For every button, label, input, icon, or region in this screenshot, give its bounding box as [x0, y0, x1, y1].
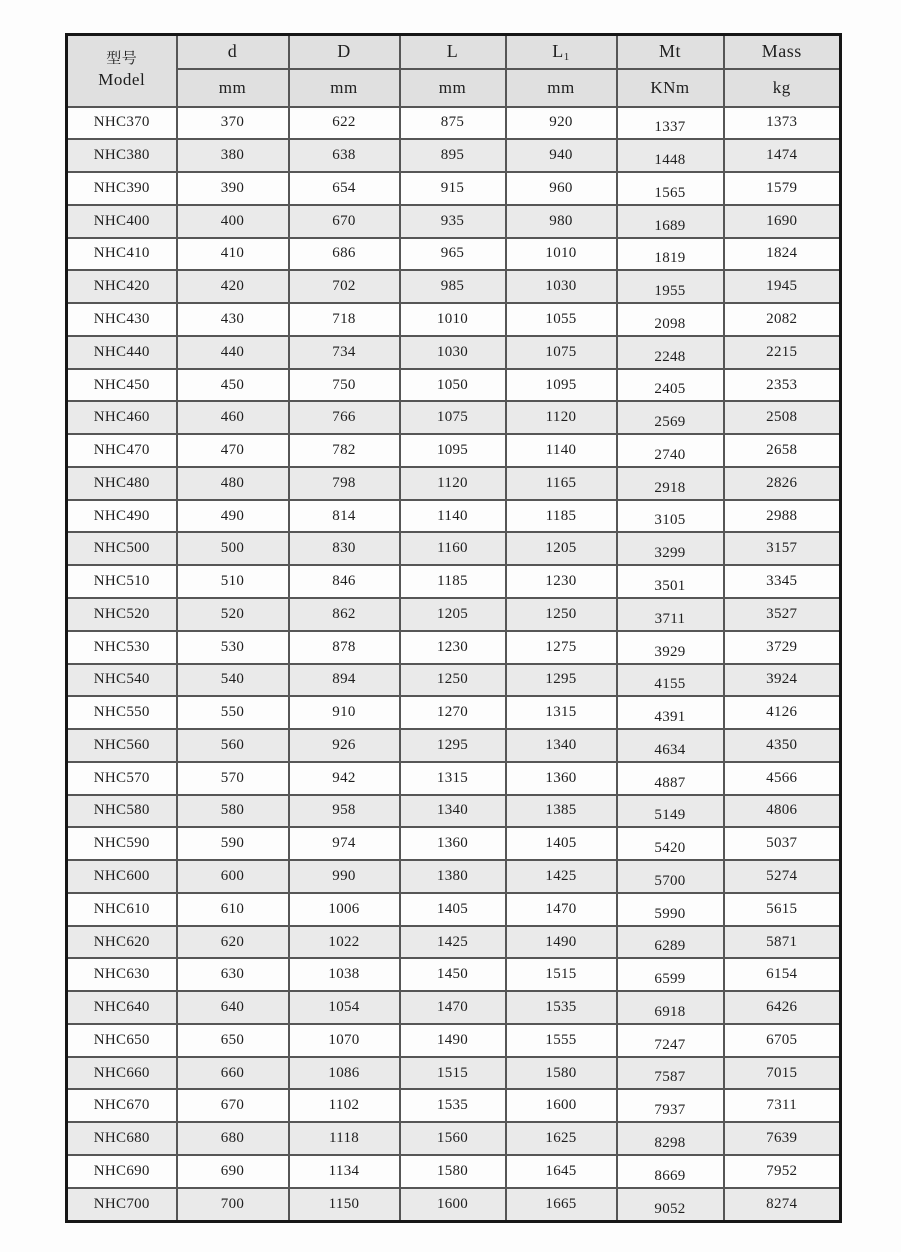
cell-NHC590-Mass: 5037	[724, 827, 841, 860]
cell-NHC630-model: NHC630	[67, 958, 177, 991]
cell-NHC370-Mass: 1373	[724, 107, 841, 140]
cell-NHC480-D: 798	[289, 467, 400, 500]
cell-NHC480-d: 480	[177, 467, 289, 500]
cell-NHC650-D: 1070	[289, 1024, 400, 1057]
cell-NHC670-Mt: 7937	[617, 1089, 724, 1122]
table-row-NHC430	[67, 303, 841, 336]
cell-NHC640-model: NHC640	[67, 991, 177, 1024]
cell-NHC580-L1: 1385	[506, 795, 617, 828]
table-row-NHC690	[67, 1155, 841, 1188]
cell-NHC670-model: NHC670	[67, 1089, 177, 1122]
cell-NHC620-model: NHC620	[67, 926, 177, 959]
cell-NHC450-D: 750	[289, 369, 400, 402]
table-row-NHC470	[67, 434, 841, 467]
table-row-NHC480	[67, 467, 841, 500]
cell-NHC620-L: 1425	[400, 926, 506, 959]
cell-NHC470-Mass: 2658	[724, 434, 841, 467]
cell-NHC480-Mass: 2826	[724, 467, 841, 500]
cell-NHC510-L1: 1230	[506, 565, 617, 598]
cell-NHC450-Mass: 2353	[724, 369, 841, 402]
cell-NHC600-D: 990	[289, 860, 400, 893]
cell-NHC370-model: NHC370	[67, 107, 177, 140]
col-unit-Mass: kg	[724, 69, 841, 107]
cell-NHC500-D: 830	[289, 532, 400, 565]
cell-NHC580-Mass: 4806	[724, 795, 841, 828]
cell-NHC660-L1: 1580	[506, 1057, 617, 1090]
cell-NHC550-L1: 1315	[506, 696, 617, 729]
cell-NHC660-D: 1086	[289, 1057, 400, 1090]
cell-NHC560-L: 1295	[400, 729, 506, 762]
cell-NHC650-model: NHC650	[67, 1024, 177, 1057]
cell-NHC690-Mt: 8669	[617, 1155, 724, 1188]
cell-NHC430-Mass: 2082	[724, 303, 841, 336]
cell-NHC470-L1: 1140	[506, 434, 617, 467]
col-unit-d: mm	[177, 69, 289, 107]
cell-NHC380-L: 895	[400, 139, 506, 172]
cell-NHC670-d: 670	[177, 1089, 289, 1122]
cell-NHC620-L1: 1490	[506, 926, 617, 959]
col-header-Mass: Mass	[724, 35, 841, 69]
cell-NHC630-Mt: 6599	[617, 958, 724, 991]
cell-NHC570-L: 1315	[400, 762, 506, 795]
cell-NHC610-Mass: 5615	[724, 893, 841, 926]
col-unit-D: mm	[289, 69, 400, 107]
cell-NHC540-Mass: 3924	[724, 664, 841, 697]
cell-NHC450-Mt: 2405	[617, 369, 724, 402]
cell-NHC420-D: 702	[289, 270, 400, 303]
cell-NHC380-Mt: 1448	[617, 139, 724, 172]
cell-NHC550-model: NHC550	[67, 696, 177, 729]
cell-NHC630-Mass: 6154	[724, 958, 841, 991]
cell-NHC600-d: 600	[177, 860, 289, 893]
cell-NHC670-D: 1102	[289, 1089, 400, 1122]
table-row-NHC410	[67, 238, 841, 271]
table-row-NHC700	[67, 1188, 841, 1222]
cell-NHC610-model: NHC610	[67, 893, 177, 926]
col-header-L: L	[400, 35, 506, 69]
cell-NHC390-d: 390	[177, 172, 289, 205]
cell-NHC490-L: 1140	[400, 500, 506, 533]
cell-NHC640-Mt: 6918	[617, 991, 724, 1024]
cell-NHC510-Mt: 3501	[617, 565, 724, 598]
cell-NHC560-Mt: 4634	[617, 729, 724, 762]
cell-NHC590-d: 590	[177, 827, 289, 860]
cell-NHC510-D: 846	[289, 565, 400, 598]
cell-NHC540-L1: 1295	[506, 664, 617, 697]
cell-NHC540-model: NHC540	[67, 664, 177, 697]
cell-NHC550-L: 1270	[400, 696, 506, 729]
cell-NHC420-L1: 1030	[506, 270, 617, 303]
cell-NHC610-Mt: 5990	[617, 893, 724, 926]
cell-NHC640-L1: 1535	[506, 991, 617, 1024]
cell-NHC490-d: 490	[177, 500, 289, 533]
cell-NHC610-d: 610	[177, 893, 289, 926]
cell-NHC460-L1: 1120	[506, 401, 617, 434]
cell-NHC470-D: 782	[289, 434, 400, 467]
cell-NHC690-d: 690	[177, 1155, 289, 1188]
cell-NHC610-L1: 1470	[506, 893, 617, 926]
table-row-NHC570	[67, 762, 841, 795]
cell-NHC410-D: 686	[289, 238, 400, 271]
cell-NHC660-L: 1515	[400, 1057, 506, 1090]
cell-NHC520-L1: 1250	[506, 598, 617, 631]
cell-NHC590-Mt: 5420	[617, 827, 724, 860]
cell-NHC590-D: 974	[289, 827, 400, 860]
cell-NHC390-Mass: 1579	[724, 172, 841, 205]
cell-NHC690-L1: 1645	[506, 1155, 617, 1188]
cell-NHC570-d: 570	[177, 762, 289, 795]
cell-NHC470-Mt: 2740	[617, 434, 724, 467]
table-row-NHC680	[67, 1122, 841, 1155]
cell-NHC690-Mass: 7952	[724, 1155, 841, 1188]
model-header-en: Model	[98, 70, 146, 90]
cell-NHC530-model: NHC530	[67, 631, 177, 664]
cell-NHC580-model: NHC580	[67, 795, 177, 828]
cell-NHC510-Mass: 3345	[724, 565, 841, 598]
cell-NHC530-D: 878	[289, 631, 400, 664]
cell-NHC400-d: 400	[177, 205, 289, 238]
table-row-NHC510	[67, 565, 841, 598]
cell-NHC530-L: 1230	[400, 631, 506, 664]
cell-NHC420-d: 420	[177, 270, 289, 303]
cell-NHC480-model: NHC480	[67, 467, 177, 500]
cell-NHC680-Mt: 8298	[617, 1122, 724, 1155]
cell-NHC430-Mt: 2098	[617, 303, 724, 336]
cell-NHC520-d: 520	[177, 598, 289, 631]
cell-NHC500-L: 1160	[400, 532, 506, 565]
cell-NHC690-D: 1134	[289, 1155, 400, 1188]
cell-NHC420-Mass: 1945	[724, 270, 841, 303]
cell-NHC390-model: NHC390	[67, 172, 177, 205]
table-row-NHC660	[67, 1057, 841, 1090]
header-row-labels	[67, 35, 841, 69]
cell-NHC550-d: 550	[177, 696, 289, 729]
cell-NHC530-Mass: 3729	[724, 631, 841, 664]
cell-NHC640-Mass: 6426	[724, 991, 841, 1024]
cell-NHC650-L: 1490	[400, 1024, 506, 1057]
cell-NHC680-Mass: 7639	[724, 1122, 841, 1155]
col-header-D: D	[289, 35, 400, 69]
cell-NHC670-L: 1535	[400, 1089, 506, 1122]
cell-NHC420-Mt: 1955	[617, 270, 724, 303]
cell-NHC700-d: 700	[177, 1188, 289, 1222]
cell-NHC700-Mass: 8274	[724, 1188, 841, 1222]
cell-NHC560-d: 560	[177, 729, 289, 762]
cell-NHC370-d: 370	[177, 107, 289, 140]
spec-table	[65, 33, 842, 1223]
cell-NHC530-L1: 1275	[506, 631, 617, 664]
cell-NHC650-L1: 1555	[506, 1024, 617, 1057]
cell-NHC460-Mt: 2569	[617, 401, 724, 434]
cell-NHC450-L: 1050	[400, 369, 506, 402]
cell-NHC670-Mass: 7311	[724, 1089, 841, 1122]
cell-NHC440-L: 1030	[400, 336, 506, 369]
cell-NHC680-model: NHC680	[67, 1122, 177, 1155]
model-header-cn: 型号	[106, 51, 138, 68]
cell-NHC480-L: 1120	[400, 467, 506, 500]
table-row-NHC650	[67, 1024, 841, 1057]
table-row-NHC590	[67, 827, 841, 860]
cell-NHC650-Mt: 7247	[617, 1024, 724, 1057]
cell-NHC540-D: 894	[289, 664, 400, 697]
cell-NHC380-model: NHC380	[67, 139, 177, 172]
cell-NHC570-model: NHC570	[67, 762, 177, 795]
cell-NHC440-d: 440	[177, 336, 289, 369]
cell-NHC520-L: 1205	[400, 598, 506, 631]
cell-NHC690-model: NHC690	[67, 1155, 177, 1188]
cell-NHC370-L1: 920	[506, 107, 617, 140]
cell-NHC660-model: NHC660	[67, 1057, 177, 1090]
table-row-NHC500	[67, 532, 841, 565]
cell-NHC410-model: NHC410	[67, 238, 177, 271]
cell-NHC480-Mt: 2918	[617, 467, 724, 500]
cell-NHC450-d: 450	[177, 369, 289, 402]
cell-NHC690-L: 1580	[400, 1155, 506, 1188]
cell-NHC440-Mt: 2248	[617, 336, 724, 369]
cell-NHC600-model: NHC600	[67, 860, 177, 893]
cell-NHC590-model: NHC590	[67, 827, 177, 860]
cell-NHC660-Mt: 7587	[617, 1057, 724, 1090]
table-row-NHC670	[67, 1089, 841, 1122]
cell-NHC400-D: 670	[289, 205, 400, 238]
cell-NHC520-Mass: 3527	[724, 598, 841, 631]
cell-NHC530-Mt: 3929	[617, 631, 724, 664]
cell-NHC500-Mt: 3299	[617, 532, 724, 565]
cell-NHC660-Mass: 7015	[724, 1057, 841, 1090]
cell-NHC530-d: 530	[177, 631, 289, 664]
cell-NHC400-L: 935	[400, 205, 506, 238]
cell-NHC490-L1: 1185	[506, 500, 617, 533]
cell-NHC680-L: 1560	[400, 1122, 506, 1155]
cell-NHC490-Mass: 2988	[724, 500, 841, 533]
cell-NHC560-D: 926	[289, 729, 400, 762]
cell-NHC650-d: 650	[177, 1024, 289, 1057]
cell-NHC540-Mt: 4155	[617, 664, 724, 697]
cell-NHC460-model: NHC460	[67, 401, 177, 434]
cell-NHC430-model: NHC430	[67, 303, 177, 336]
cell-NHC520-model: NHC520	[67, 598, 177, 631]
cell-NHC590-L1: 1405	[506, 827, 617, 860]
cell-NHC640-D: 1054	[289, 991, 400, 1024]
table-row-NHC540	[67, 664, 841, 697]
table-row-NHC450	[67, 369, 841, 402]
cell-NHC440-L1: 1075	[506, 336, 617, 369]
cell-NHC560-model: NHC560	[67, 729, 177, 762]
table-row-NHC520	[67, 598, 841, 631]
cell-NHC460-d: 460	[177, 401, 289, 434]
cell-NHC480-L1: 1165	[506, 467, 617, 500]
header-row-units	[67, 69, 841, 107]
cell-NHC550-D: 910	[289, 696, 400, 729]
cell-NHC610-L: 1405	[400, 893, 506, 926]
cell-NHC640-L: 1470	[400, 991, 506, 1024]
cell-NHC440-D: 734	[289, 336, 400, 369]
table-header	[67, 35, 841, 107]
cell-NHC680-L1: 1625	[506, 1122, 617, 1155]
cell-NHC490-D: 814	[289, 500, 400, 533]
model-column-header	[67, 35, 177, 107]
table-row-NHC640	[67, 991, 841, 1024]
cell-NHC390-L: 915	[400, 172, 506, 205]
cell-NHC470-model: NHC470	[67, 434, 177, 467]
cell-NHC590-L: 1360	[400, 827, 506, 860]
cell-NHC680-D: 1118	[289, 1122, 400, 1155]
cell-NHC410-L: 965	[400, 238, 506, 271]
cell-NHC640-d: 640	[177, 991, 289, 1024]
cell-NHC490-model: NHC490	[67, 500, 177, 533]
table-row-NHC490	[67, 500, 841, 533]
cell-NHC390-L1: 960	[506, 172, 617, 205]
cell-NHC550-Mass: 4126	[724, 696, 841, 729]
cell-NHC600-L1: 1425	[506, 860, 617, 893]
cell-NHC660-d: 660	[177, 1057, 289, 1090]
cell-NHC500-model: NHC500	[67, 532, 177, 565]
cell-NHC580-d: 580	[177, 795, 289, 828]
cell-NHC600-Mt: 5700	[617, 860, 724, 893]
cell-NHC370-D: 622	[289, 107, 400, 140]
table-row-NHC530	[67, 631, 841, 664]
cell-NHC420-model: NHC420	[67, 270, 177, 303]
cell-NHC430-L1: 1055	[506, 303, 617, 336]
cell-NHC430-D: 718	[289, 303, 400, 336]
cell-NHC700-L: 1600	[400, 1188, 506, 1222]
col-header-Mt: Mt	[617, 35, 724, 69]
table-body	[67, 107, 841, 1222]
cell-NHC510-model: NHC510	[67, 565, 177, 598]
cell-NHC560-L1: 1340	[506, 729, 617, 762]
cell-NHC430-d: 430	[177, 303, 289, 336]
cell-NHC550-Mt: 4391	[617, 696, 724, 729]
cell-NHC570-D: 942	[289, 762, 400, 795]
table-row-NHC620	[67, 926, 841, 959]
cell-NHC650-Mass: 6705	[724, 1024, 841, 1057]
table-row-NHC560	[67, 729, 841, 762]
cell-NHC500-Mass: 3157	[724, 532, 841, 565]
cell-NHC630-L1: 1515	[506, 958, 617, 991]
cell-NHC460-D: 766	[289, 401, 400, 434]
table-row-NHC420	[67, 270, 841, 303]
cell-NHC450-model: NHC450	[67, 369, 177, 402]
cell-NHC380-L1: 940	[506, 139, 617, 172]
cell-NHC680-d: 680	[177, 1122, 289, 1155]
cell-NHC450-L1: 1095	[506, 369, 617, 402]
cell-NHC490-Mt: 3105	[617, 500, 724, 533]
cell-NHC400-L1: 980	[506, 205, 617, 238]
cell-NHC420-L: 985	[400, 270, 506, 303]
cell-NHC600-L: 1380	[400, 860, 506, 893]
cell-NHC380-D: 638	[289, 139, 400, 172]
cell-NHC540-d: 540	[177, 664, 289, 697]
cell-NHC570-Mass: 4566	[724, 762, 841, 795]
cell-NHC370-Mt: 1337	[617, 107, 724, 140]
cell-NHC520-Mt: 3711	[617, 598, 724, 631]
table-row-NHC610	[67, 893, 841, 926]
cell-NHC400-model: NHC400	[67, 205, 177, 238]
cell-NHC540-L: 1250	[400, 664, 506, 697]
cell-NHC570-L1: 1360	[506, 762, 617, 795]
table-row-NHC400	[67, 205, 841, 238]
cell-NHC400-Mass: 1690	[724, 205, 841, 238]
table-row-NHC380	[67, 139, 841, 172]
cell-NHC510-d: 510	[177, 565, 289, 598]
table-row-NHC580	[67, 795, 841, 828]
table-row-NHC370	[67, 107, 841, 140]
cell-NHC410-Mass: 1824	[724, 238, 841, 271]
table-row-NHC440	[67, 336, 841, 369]
cell-NHC370-L: 875	[400, 107, 506, 140]
table-row-NHC550	[67, 696, 841, 729]
cell-NHC580-L: 1340	[400, 795, 506, 828]
table-row-NHC390	[67, 172, 841, 205]
cell-NHC580-D: 958	[289, 795, 400, 828]
cell-NHC630-d: 630	[177, 958, 289, 991]
cell-NHC400-Mt: 1689	[617, 205, 724, 238]
cell-NHC580-Mt: 5149	[617, 795, 724, 828]
cell-NHC620-D: 1022	[289, 926, 400, 959]
cell-NHC510-L: 1185	[400, 565, 506, 598]
col-unit-L: mm	[400, 69, 506, 107]
cell-NHC410-d: 410	[177, 238, 289, 271]
cell-NHC380-Mass: 1474	[724, 139, 841, 172]
cell-NHC620-Mt: 6289	[617, 926, 724, 959]
cell-NHC600-Mass: 5274	[724, 860, 841, 893]
cell-NHC440-Mass: 2215	[724, 336, 841, 369]
cell-NHC380-d: 380	[177, 139, 289, 172]
cell-NHC470-d: 470	[177, 434, 289, 467]
col-header-d: d	[177, 35, 289, 69]
cell-NHC500-L1: 1205	[506, 532, 617, 565]
col-header-L1: $L_1$	[506, 35, 617, 69]
cell-NHC670-L1: 1600	[506, 1089, 617, 1122]
cell-NHC390-Mt: 1565	[617, 172, 724, 205]
cell-NHC620-Mass: 5871	[724, 926, 841, 959]
cell-NHC430-L: 1010	[400, 303, 506, 336]
cell-NHC630-L: 1450	[400, 958, 506, 991]
cell-NHC440-model: NHC440	[67, 336, 177, 369]
col-unit-Mt: KNm	[617, 69, 724, 107]
cell-NHC630-D: 1038	[289, 958, 400, 991]
cell-NHC460-L: 1075	[400, 401, 506, 434]
cell-NHC470-L: 1095	[400, 434, 506, 467]
cell-NHC560-Mass: 4350	[724, 729, 841, 762]
cell-NHC700-D: 1150	[289, 1188, 400, 1222]
col-unit-L1: mm	[506, 69, 617, 107]
table-row-NHC600	[67, 860, 841, 893]
cell-NHC700-Mt: 9052	[617, 1188, 724, 1222]
cell-NHC700-model: NHC700	[67, 1188, 177, 1222]
cell-NHC620-d: 620	[177, 926, 289, 959]
cell-NHC460-Mass: 2508	[724, 401, 841, 434]
cell-NHC410-L1: 1010	[506, 238, 617, 271]
cell-NHC700-L1: 1665	[506, 1188, 617, 1222]
cell-NHC520-D: 862	[289, 598, 400, 631]
cell-NHC410-Mt: 1819	[617, 238, 724, 271]
cell-NHC570-Mt: 4887	[617, 762, 724, 795]
table-row-NHC460	[67, 401, 841, 434]
cell-NHC390-D: 654	[289, 172, 400, 205]
table-row-NHC630	[67, 958, 841, 991]
cell-NHC500-d: 500	[177, 532, 289, 565]
cell-NHC610-D: 1006	[289, 893, 400, 926]
